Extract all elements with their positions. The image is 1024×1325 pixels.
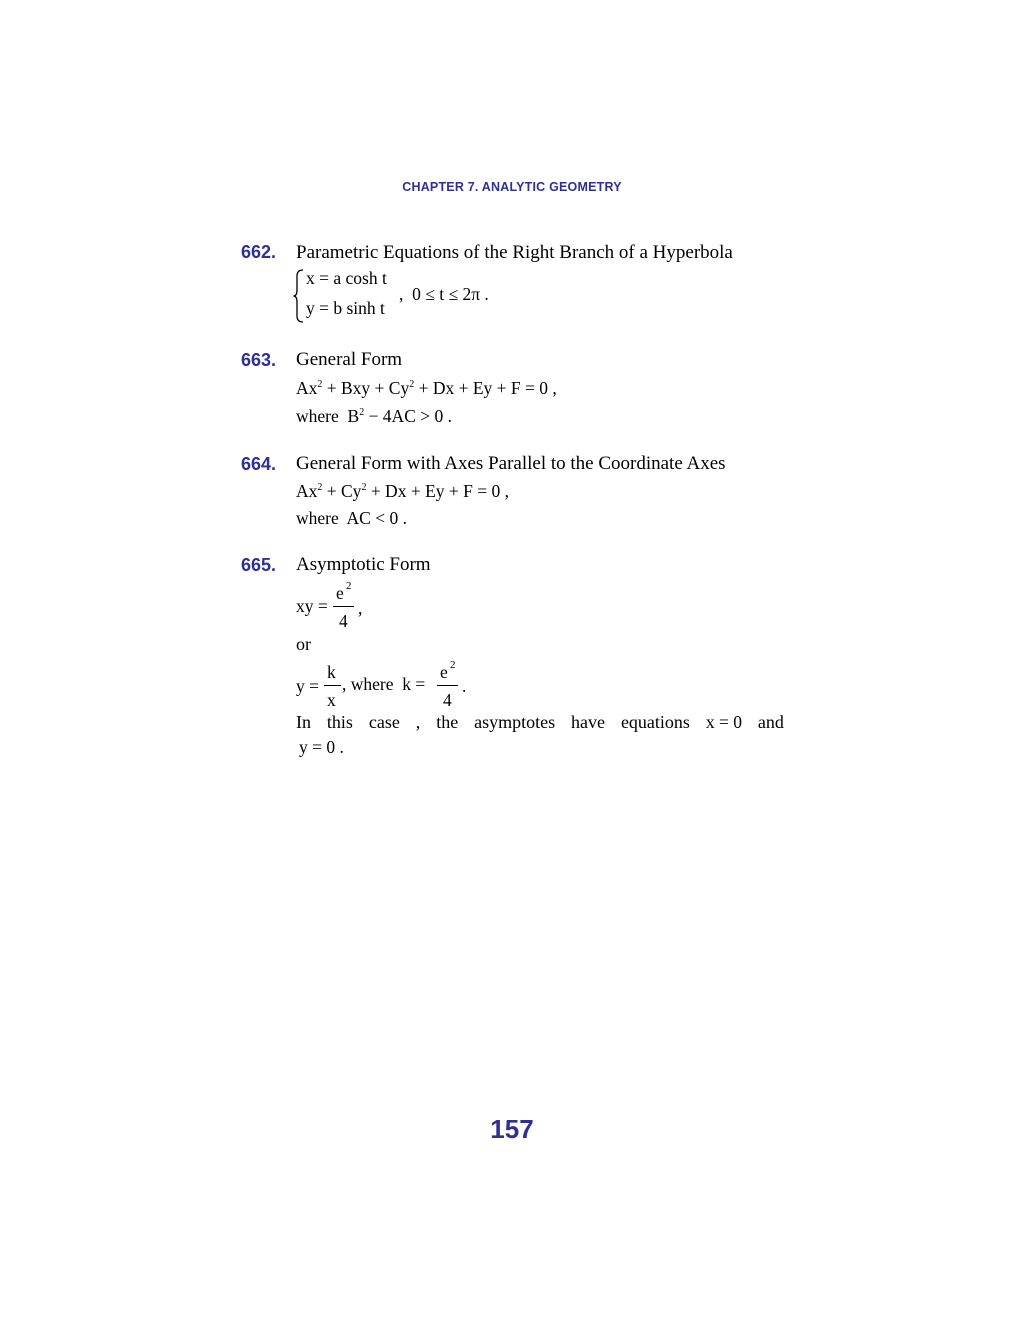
asymptotes-sentence-end: y = 0 . — [299, 737, 344, 757]
param-range: , 0 ≤ t ≤ 2π . — [399, 284, 489, 304]
k-denominator: 4 — [443, 690, 452, 710]
hyperbola-denominator: x — [327, 690, 336, 710]
asymptotic-exponent: 2 — [346, 580, 352, 592]
hyperbola-lhs: y = — [296, 676, 319, 696]
asymptotic-denominator: 4 — [339, 611, 348, 631]
param-x-equation: x = a cosh t — [306, 268, 387, 288]
entry-number-664: 664. — [241, 454, 277, 474]
parallel-axes-equation: $Ax^2 + Cy^2 + Dx + Ey + F = 0$ , — [296, 481, 509, 501]
k-exponent: 2 — [450, 659, 456, 671]
entry-title-663: General Form — [296, 349, 403, 370]
general-form-equation: $Ax^2$ + Bxy + $Cy^2 + Dx + Ey + F = 0$ , — [296, 378, 557, 398]
entry-number-663: 663. — [241, 350, 277, 370]
asymptotic-numerator: e — [336, 583, 344, 603]
entry-number-665: 665. — [241, 555, 277, 575]
entry-number-662: 662. — [241, 242, 277, 262]
chapter-header: CHAPTER 7. ANALYTIC GEOMETRY — [402, 180, 622, 194]
parallel-axes-condition: where AC < 0 . — [296, 508, 407, 528]
asymptotes-sentence: In this case , the asymptotes have equations x = 0 and — [296, 712, 784, 732]
hyperbola-numerator: k — [327, 662, 336, 682]
asymptotic-comma: , — [358, 598, 363, 618]
entry-title-664: General Form with Axes Parallel to the Coordinate Axes — [296, 453, 726, 474]
general-form-condition: where $B^2 - 4AC > 0$ . — [296, 406, 452, 426]
fraction-bar — [437, 685, 458, 686]
k-numerator: e — [440, 662, 448, 682]
entry-title-665: Asymptotic Form — [296, 554, 431, 575]
entry-title-662: Parametric Equations of the Right Branch of a Hyperbola — [296, 242, 733, 263]
fraction-bar — [324, 685, 341, 686]
k-period: . — [462, 676, 467, 696]
hyperbola-where: , where k = — [342, 674, 426, 694]
page-number: 157 — [490, 1114, 534, 1144]
param-y-equation: y = b sinh t — [306, 298, 385, 318]
left-brace-icon — [293, 268, 305, 324]
fraction-bar — [333, 606, 354, 607]
or-text: or — [296, 634, 311, 654]
asymptotic-lhs: xy = — [296, 596, 328, 616]
